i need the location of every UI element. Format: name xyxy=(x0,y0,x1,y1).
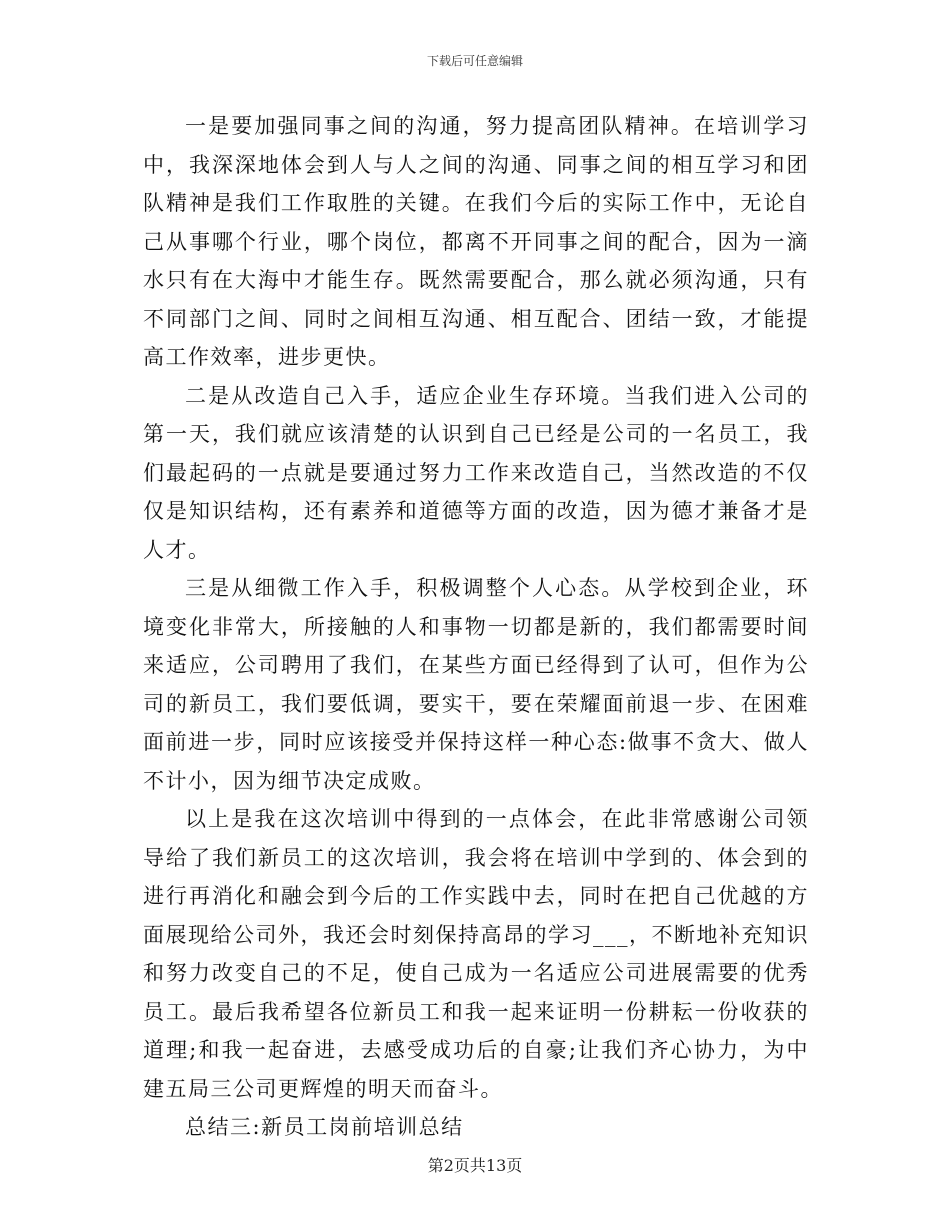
document-body xyxy=(143,107,809,1147)
paragraph-self-improvement: 二是从改造自己入手，适应企业生存环境。当我们进入公司的第一天，我们就应该清楚的认识到自己已经是公司的一名员工，我们最起码的一点就是要通过努力工作来改造自己，当然改造的不仅仅是知识结构，还有素养和道德等方面的改造，因为德才兼备才是人才。 xyxy=(143,383,809,562)
paragraph-communication: 一是要加强同事之间的沟通，努力提高团队精神。在培训学习中，我深深地体会到人与人之间的沟通、同事之间的相互学习和团队精神是我们工作取胜的关键。在我们今后的实际工作中，无论自己从事哪个行业，哪个岗位，都离不开同事之间的配合，因为一滴水只有在大海中才能生存。既然需要配合，那么就必须沟通，只有不同部门之间、同时之间相互沟通、相互配合、团结一致，才能提高工作效率，进步更快。 xyxy=(143,114,809,369)
page-header: 下载后可任意编辑 xyxy=(426,54,523,68)
page-footer: 第2页共13页 xyxy=(427,1156,523,1175)
paragraph-conclusion: 以上是我在这次培训中得到的一点体会，在此非常感谢公司领导给了我们新员工的这次培训，我会将在培训中学到的、体会到的进行再消化和融会到今后的工作实践中去，同时在把自己优越的方面展现给公司外，我还会时刻保持高昂的学习___，不断地补充知识和努力改变自己的不足，使自己成为一名适应公司进展需要的优秀员工。最后我希望各位新员工和我一起来证明一份耕耘一份收获的道理;和我一起奋进，去感受成功后的自豪;让我们齐心协力，为中建五局三公司更辉煌的明天而奋斗。 xyxy=(143,807,809,1101)
section-heading: 总结三:新员工岗前培训总结 xyxy=(185,1115,464,1139)
paragraph-attitude: 三是从细微工作入手，积极调整个人心态。从学校到企业，环境变化非常大，所接触的人和事物一切都是新的，我们都需要时间来适应，公司聘用了我们，在某些方面已经得到了认可，但作为公司的新员工，我们要低调，要实干，要在荣耀面前退一步、在困难面前进一步，同时应该接受并保持这样一种心态:做事不贪大、做人不计小，因为细节决定成败。 xyxy=(143,576,809,793)
